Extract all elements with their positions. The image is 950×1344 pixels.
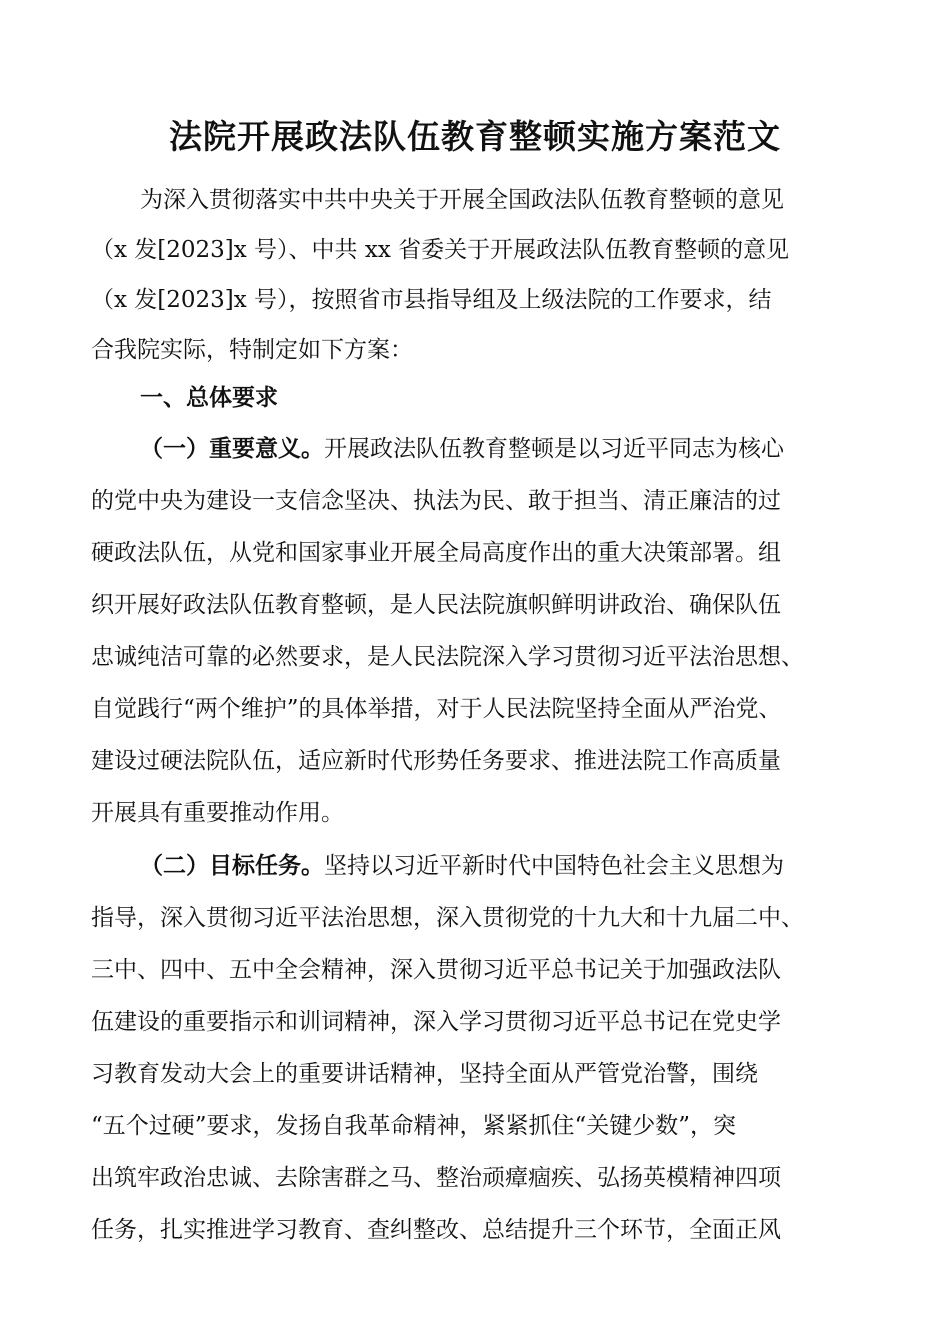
paragraph-text: 坚持以习近平新时代中国特色社会主义思想为 (324, 853, 784, 879)
paragraph-first-line (140, 433, 784, 465)
intro-line: （x 发[2023]x 号），按照省市县指导组及上级法院的工作要求，结 (91, 287, 772, 313)
paragraph-line: 忠诚纯洁可靠的必然要求，是人民法院深入学习贯彻习近平法治思想、 (91, 644, 804, 670)
intro-line: 为深入贯彻落实中共中央关于开展全国政法队伍教育整顿的意见 (140, 187, 784, 213)
paragraph-line: “五个过硬”要求，发扬自我革命精神，紧紧抓住“关键少数”，突 (91, 1113, 737, 1139)
paragraph-line: 硬政法队伍，从党和国家事业开展全局高度作出的重大决策部署。组 (91, 540, 781, 566)
paragraph-lead: （一）重要意义。 (140, 436, 324, 462)
paragraph-line: 指导，深入贯彻习近平法治思想，深入贯彻党的十九大和十九届二中、 (91, 905, 804, 931)
paragraph-text: 开展政法队伍教育整顿是以习近平同志为核心 (324, 436, 784, 462)
paragraph-line: 三中、四中、五中全会精神，深入贯彻习近平总书记关于加强政法队 (91, 957, 781, 983)
paragraph-first-line (140, 850, 784, 882)
paragraph-lead: （二）目标任务。 (140, 853, 324, 879)
paragraph-line: 建设过硬法院队伍，适应新时代形势任务要求、推进法院工作高质量 (91, 748, 781, 774)
intro-line: （x 发[2023]x 号）、中共 xx 省委关于开展政法队伍教育整顿的意见 (91, 237, 790, 263)
paragraph-line: 自觉践行“两个维护”的具体举措，对于人民法院坚持全面从严治党、 (91, 696, 782, 722)
paragraph-line: 的党中央为建设一支信念坚决、执法为民、敢于担当、清正廉洁的过 (91, 488, 781, 514)
paragraph-line: 任务，扎实推进学习教育、查纠整改、总结提升三个环节，全面正风 (91, 1217, 781, 1243)
paragraph-line: 出筑牢政治忠诚、去除害群之马、整治顽瘴痼疾、弘扬英模精神四项 (91, 1165, 781, 1191)
paragraph-line: 伍建设的重要指示和训词精神，深入学习贯彻习近平总书记在党史学 (91, 1009, 781, 1035)
paragraph-line: 开展具有重要推动作用。 (91, 800, 344, 826)
paragraph-line: 织开展好政法队伍教育整顿，是人民法院旗帜鲜明讲政治、确保队伍 (91, 592, 781, 618)
paragraph-line: 习教育发动大会上的重要讲话精神，坚持全面从严管党治警，围绕 (91, 1061, 758, 1087)
section-heading: 一、总体要求 (140, 385, 278, 411)
document-title: 法院开展政法队伍教育整顿实施方案范文 (169, 117, 781, 156)
intro-line: 合我院实际，特制定如下方案： (91, 337, 413, 363)
